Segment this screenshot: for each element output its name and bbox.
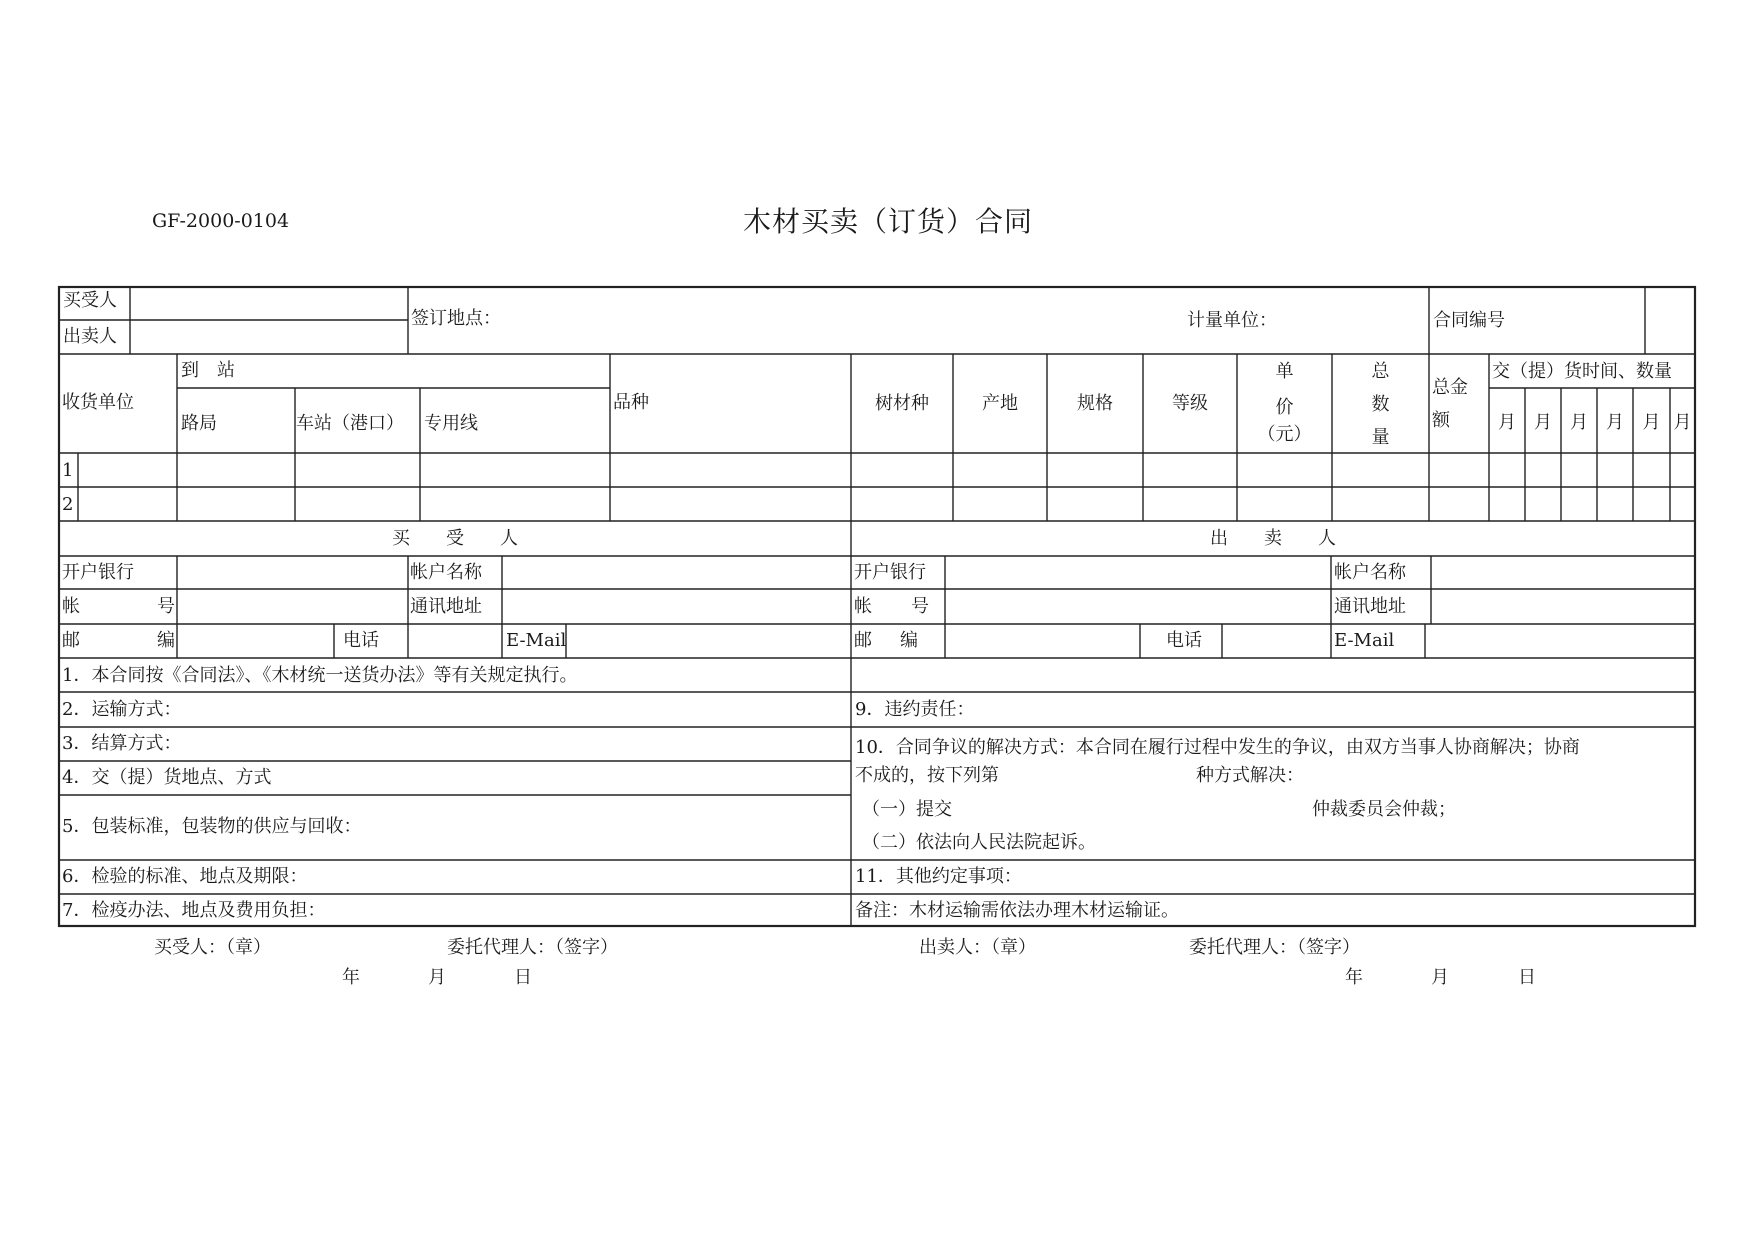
unit-price-label-1: 单: [1275, 361, 1294, 382]
contract-number-label: 合同编号: [1433, 310, 1505, 331]
buyer-phone-label: 电话: [343, 630, 379, 651]
seller-account-no-label-a: 帐: [854, 596, 872, 617]
clause-10-option-1a: （一）提交: [862, 799, 952, 820]
variety-label: 品种: [613, 392, 649, 413]
total-quantity-label-1: 总: [1371, 361, 1390, 382]
buyer-account-no-label-a: 帐: [62, 596, 80, 617]
total-amount-label-1: 总金: [1432, 377, 1468, 398]
buyer-heading: 买 受 人: [392, 528, 518, 549]
clause-10-option-1b: 仲裁委员会仲裁；: [1312, 799, 1456, 820]
seller-date-month: 月: [1431, 967, 1449, 988]
buyer-postcode-label-a: 邮: [62, 630, 80, 651]
month-label: 月: [1498, 412, 1516, 433]
buyer-bank-label: 开户银行: [62, 562, 134, 583]
clause-2: 2．运输方式：: [62, 699, 182, 720]
form-code: GF-2000-0104: [152, 210, 290, 232]
buyer-address-label: 通讯地址: [410, 596, 482, 617]
total-quantity-label-3: 量: [1371, 427, 1390, 448]
buyer-agent-label: 委托代理人：（签字）: [447, 937, 618, 958]
species-label: 树材种: [875, 393, 929, 414]
buyer-date-year: 年: [342, 967, 360, 988]
month-label: 月: [1534, 412, 1552, 433]
seller-address-label: 通讯地址: [1334, 596, 1406, 617]
clause-10-line-2a: 不成的，按下列第: [855, 765, 999, 786]
month-label: 月: [1642, 412, 1661, 433]
total-amount-label-2: 额: [1432, 410, 1450, 431]
seller-seal-label: 出卖人：（章）: [919, 937, 1036, 958]
buyer-date-month: 月: [428, 967, 446, 988]
railway-bureau-label: 路局: [181, 413, 217, 434]
clause-4: 4．交（提）货地点、方式: [62, 767, 272, 788]
seller-heading: 出 卖 人: [1210, 528, 1336, 549]
buyer-email-label: E-Mail: [506, 630, 567, 651]
seller-postcode-label-a: 邮: [854, 630, 872, 651]
grade-label: 等级: [1172, 393, 1208, 414]
buyer-date-day: 日: [514, 967, 532, 988]
total-quantity-label-2: 数: [1371, 394, 1390, 415]
seller-label: 出卖人: [63, 326, 117, 347]
row-number: 1: [62, 460, 74, 481]
arrival-station-label: 到 站: [181, 360, 235, 381]
buyer-label: 买受人: [63, 290, 117, 311]
seller-email-label: E-Mail: [1334, 630, 1395, 651]
clause-7: 7．检疫办法、地点及费用负担：: [62, 900, 326, 921]
origin-label: 产地: [982, 393, 1018, 414]
seller-date-year: 年: [1345, 967, 1363, 988]
unit-price-label-3: （元）: [1257, 424, 1312, 445]
page-title: 木材买卖（订货）合同: [743, 205, 1034, 238]
row-number: 2: [62, 494, 74, 515]
clause-9: 9．违约责任：: [855, 699, 975, 720]
month-label: 月: [1570, 412, 1588, 433]
month-label: 月: [1606, 412, 1624, 433]
consignee-label: 收货单位: [62, 392, 134, 413]
seller-phone-label: 电话: [1166, 630, 1202, 651]
clause-5: 5．包装标准，包装物的供应与回收：: [62, 816, 362, 837]
seller-bank-label: 开户银行: [854, 562, 926, 583]
seller-postcode-label-b: 编: [900, 630, 918, 651]
clause-1: 1．本合同按《合同法》、《木材统一送货办法》等有关规定执行。: [62, 665, 578, 686]
unit-price-label-2: 价: [1275, 397, 1294, 418]
buyer-seal-label: 买受人：（章）: [154, 937, 271, 958]
siding-label: 专用线: [424, 413, 478, 434]
spec-label: 规格: [1077, 393, 1113, 414]
sign-place-label: 签订地点：: [411, 308, 501, 329]
seller-date-day: 日: [1518, 967, 1536, 988]
clause-6: 6．检验的标准、地点及期限：: [62, 866, 308, 887]
buyer-postcode-label-b: 编: [157, 630, 175, 651]
clause-10-line-1: 10．合同争议的解决方式：本合同在履行过程中发生的争议，由双方当事人协商解决；协商: [855, 737, 1580, 758]
clause-10-option-2: （二）依法向人民法院起诉。: [862, 832, 1096, 853]
delivery-time-label: 交（提）货时间、数量: [1492, 361, 1672, 382]
clause-11: 11．其他约定事项：: [855, 866, 1022, 887]
measure-unit-label: 计量单位：: [1187, 310, 1277, 331]
station-port-label: 车站（港口）: [296, 413, 404, 434]
buyer-account-no-label-b: 号: [157, 596, 175, 617]
seller-agent-label: 委托代理人：（签字）: [1189, 937, 1360, 958]
buyer-account-name-label: 帐户名称: [410, 562, 482, 583]
remark: 备注：木材运输需依法办理木材运输证。: [855, 900, 1179, 921]
seller-account-name-label: 帐户名称: [1334, 562, 1406, 583]
clause-3: 3．结算方式：: [62, 733, 182, 754]
month-label: 月: [1673, 412, 1692, 433]
seller-account-no-label-b: 号: [911, 596, 929, 617]
clause-10-line-2b: 种方式解决：: [1196, 765, 1304, 786]
